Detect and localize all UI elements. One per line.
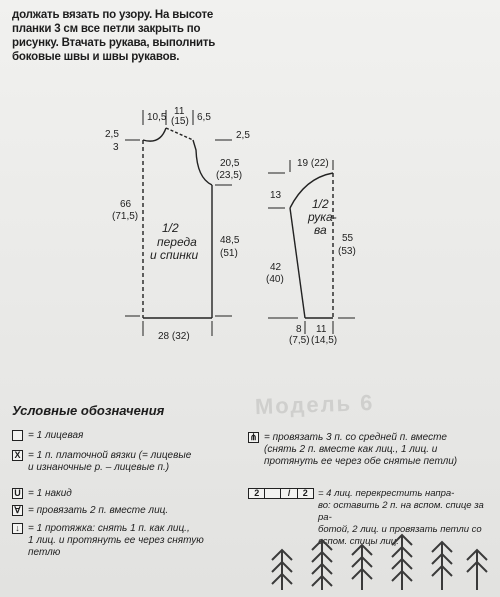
sleeve-label-1: 1/2 [312,197,329,211]
cable-cell-4: 2 [297,488,314,499]
legend-item-skp [12,523,242,563]
body-piece-label-2: переда [157,235,197,249]
legend-item-k2tog [12,505,242,519]
body-piece-label-3: и спинки [150,248,199,262]
legend-item-knit [12,430,242,444]
legend-text-knit: = 1 лицевая [28,430,84,441]
legend-item-cdd [248,432,488,472]
dim-sleeve-right-alt: (53) [338,246,356,257]
dim-sleeve-bottom-left-alt: (7,5) [289,335,310,346]
cable-cell-2 [264,488,281,499]
u-square-icon: U [12,488,23,499]
body-piece-label-1: 1/2 [162,221,179,235]
dim-sleeve-left-lower-alt: (40) [266,274,284,285]
legend-text-k2tog: = провязать 2 п. вместе лиц. [28,505,169,516]
dim-sleeve-top: 19 (22) [297,158,329,169]
legend-text-cdd: = провязать 3 п. со средней п. вместе (снять 2 п. вместе как лиц., 1 лиц. и протянуть ее через обе снятые петли) [264,432,458,467]
dim-right-upper: 20,5 [220,158,240,169]
dim-top-center: 11 [174,106,185,117]
dim-top-center-alt: (15) [171,116,189,127]
dim-left-height-alt: (71,5) [112,211,139,222]
legend-item-garter [12,450,242,478]
sleeve-label-3: ва [314,223,327,237]
k2tog-square-icon: ∀ [12,505,23,516]
intro-paragraph: должать вязать по узору. На высоте планки 3 см все петли закрыть по рисунку. Втачать рукава, выполнить боковые швы и швы рукавов. [12,9,216,63]
dim-right-lower: 48,5 [220,235,240,246]
legend-item-yarn-over [12,488,242,502]
dim-left-small-2: 3 [113,142,119,153]
legend-text-skp: = 1 протяжка: снять 1 п. как лиц., 1 лиц. и протянуть ее через снятую петлю [28,523,204,558]
faded-model-heading: Модель 6 [254,389,375,420]
dim-right-upper-alt: (23,5) [216,170,243,181]
dim-sleeve-bottom-right-alt: (14,5) [311,335,338,346]
empty-square-icon [12,430,23,441]
dim-sleeve-left-upper: 13 [270,190,282,201]
stitch-pattern-illustration [262,520,492,590]
x-square-icon: X [12,450,23,461]
cable-cell-1: 2 [248,488,265,499]
dim-left-height: 66 [120,199,132,210]
dim-sleeve-left-lower: 42 [270,262,282,273]
dim-sleeve-bottom-right: 11 [316,324,327,335]
legend-text-cable-cross: = 4 лиц. перекрестить напра- во: оставить 2 п. на вспом. спице за ра- ботой, 2 лиц. и провязать петли со вспом. спицы лиц. [318,488,484,547]
centered-double-decrease-icon: ⋔ [249,432,258,442]
legend-text-yarn-over: = 1 накид [28,488,72,499]
cable-cross-symbol [248,488,314,499]
dim-left-small-1: 2,5 [105,129,119,140]
dim-sleeve-right: 55 [342,233,354,244]
arrow-down-square-icon: ↓ [12,523,23,534]
dim-right-lower-alt: (51) [220,248,238,259]
legend-title: Условные обозначения [12,403,165,418]
cable-cell-3: / [280,488,297,499]
dim-right-small: 2,5 [236,130,250,141]
sleeve-piece-outline [290,173,333,318]
dim-top-right: 6,5 [197,112,211,123]
dim-bottom-width: 28 (32) [158,331,190,342]
sleeve-label-2: рука- [308,210,337,224]
legend-text-garter: = 1 п. платочной вязки (= лицевые и изнаночные р. – лицевые п.) [28,450,192,473]
dim-top-left: 10,5 [147,112,167,123]
dim-sleeve-bottom-left: 8 [296,324,302,335]
